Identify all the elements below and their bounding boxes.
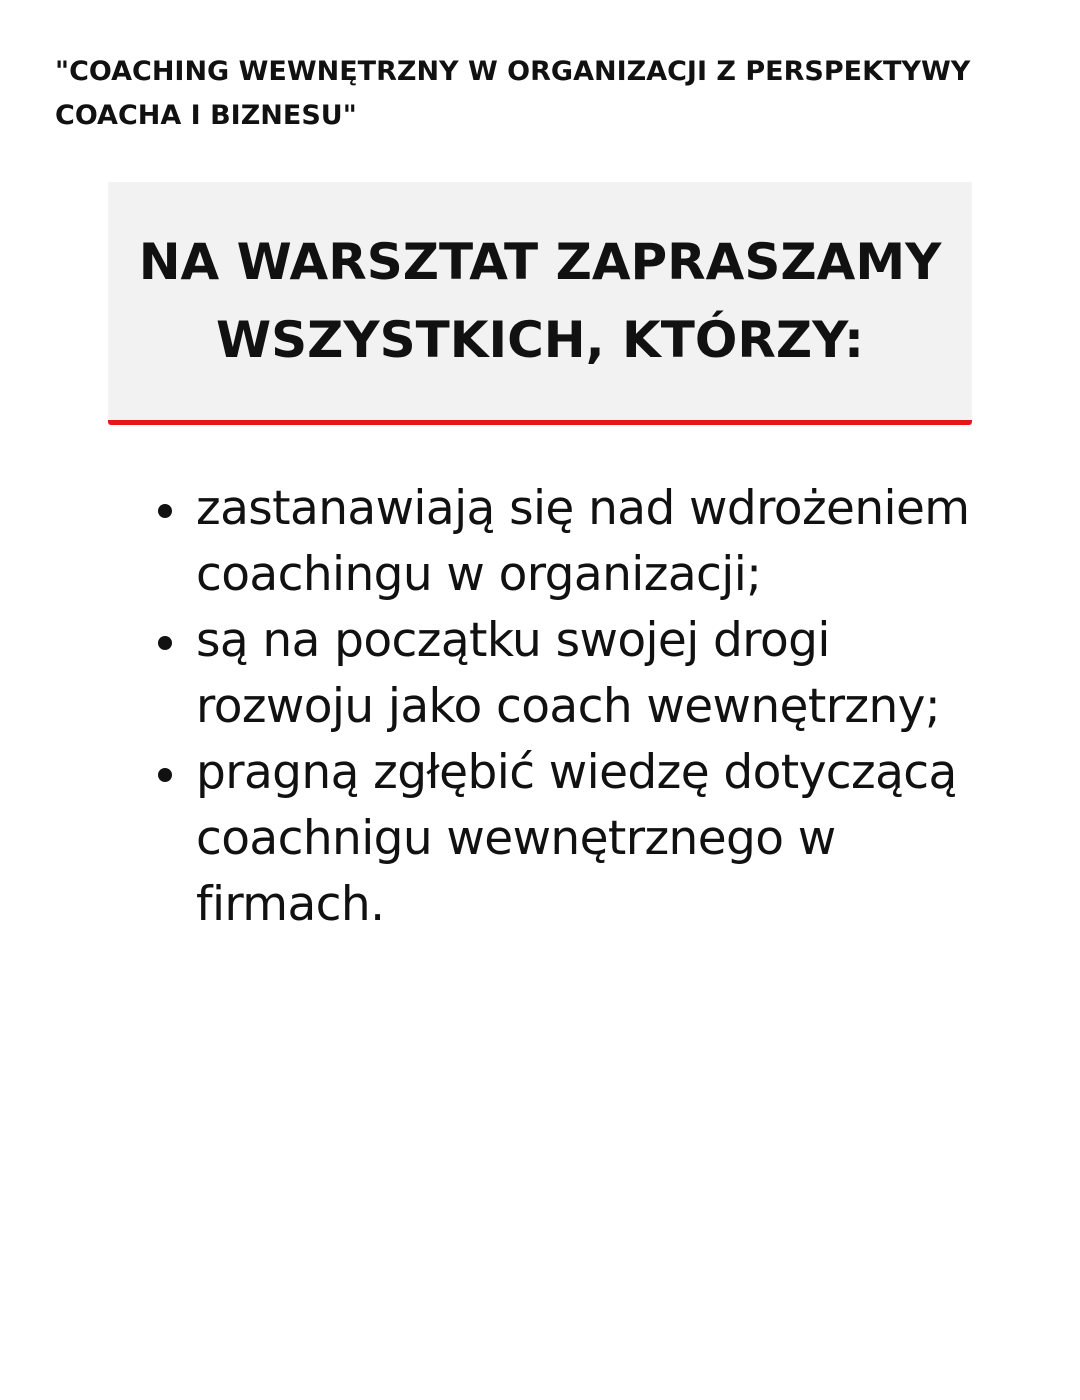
bullet-icon [158, 504, 172, 518]
audience-list [196, 476, 996, 938]
callout-heading: NA WARSZTAT ZAPRASZAMY WSZYSTKICH, KTÓRZY: [138, 233, 942, 369]
list-item-text: zastanawiają się nad wdrożeniem coachingu w organizacji; [196, 481, 970, 602]
bullet-icon [158, 768, 172, 782]
list-item-text: są na początku swojej drogi rozwoju jako coach wewnętrzny; [196, 613, 941, 734]
bullet-icon [158, 636, 172, 650]
list-item [196, 608, 996, 740]
callout-box [108, 182, 972, 425]
list-item [196, 740, 996, 938]
list-item-text: pragną zgłębić wiedzę dotyczącą coachnigu wewnętrznego w firmach. [196, 745, 957, 932]
list-item [196, 476, 996, 608]
document-title: "COACHING WEWNĘTRZNY W ORGANIZACJI Z PERSPEKTYWY COACHA I BIZNESU" [55, 56, 971, 131]
